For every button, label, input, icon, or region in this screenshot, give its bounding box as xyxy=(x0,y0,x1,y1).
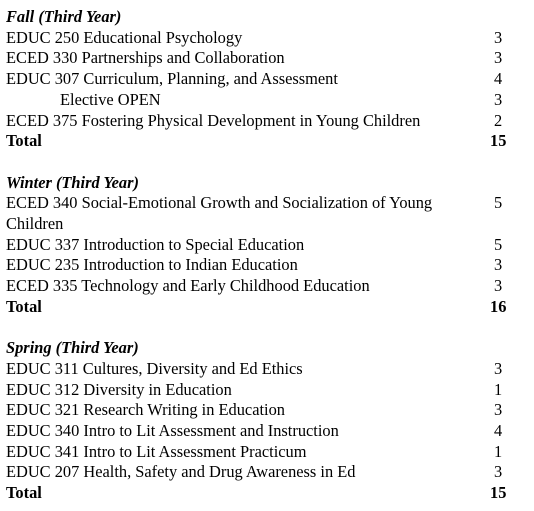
course-credits: 3 xyxy=(494,400,503,420)
term-heading: Fall (Third Year) xyxy=(6,7,122,26)
course-name: EDUC 340 Intro to Lit Assessment and Instruction xyxy=(6,421,339,441)
course-row xyxy=(6,28,511,49)
course-credits: 3 xyxy=(494,276,503,296)
course-row xyxy=(6,421,511,442)
course-credits: 2 xyxy=(494,110,503,130)
term-total-row xyxy=(6,297,511,318)
term-winter xyxy=(6,173,534,318)
term-total-row xyxy=(6,483,511,504)
term-total-row xyxy=(6,131,511,152)
course-row xyxy=(6,380,511,401)
course-name: EDUC 337 Introduction to Special Education xyxy=(6,234,305,254)
course-name: Elective OPEN xyxy=(60,89,161,109)
course-credits: 5 xyxy=(494,234,503,254)
course-credits: 3 xyxy=(494,255,503,275)
course-name: EDUC 311 Cultures, Diversity and Ed Ethics xyxy=(6,358,303,378)
course-credits: 4 xyxy=(494,69,503,89)
course-name: EDUC 312 Diversity in Education xyxy=(6,379,232,399)
course-row xyxy=(6,255,511,276)
term-fall xyxy=(6,7,534,152)
course-row xyxy=(6,359,511,380)
course-name: EDUC 235 Introduction to Indian Education xyxy=(6,255,298,275)
course-name: EDUC 250 Educational Psychology xyxy=(6,27,243,47)
course-name: ECED 335 Technology and Early Childhood Education xyxy=(6,276,370,296)
course-row xyxy=(6,193,511,234)
total-label: Total xyxy=(6,296,42,316)
total-credits: 15 xyxy=(490,131,507,151)
course-credits: 3 xyxy=(494,358,503,378)
course-credits: 4 xyxy=(494,421,503,441)
course-name: ECED 330 Partnerships and Collaboration xyxy=(6,48,285,68)
course-name: EDUC 341 Intro to Lit Assessment Practicum xyxy=(6,441,307,461)
term-heading: Spring (Third Year) xyxy=(6,338,139,358)
course-row xyxy=(6,90,511,111)
term-heading: Winter (Third Year) xyxy=(6,172,139,192)
total-credits: 15 xyxy=(490,483,507,503)
course-row xyxy=(6,442,511,463)
course-name: ECED 375 Fostering Physical Development in Young Children xyxy=(6,110,421,130)
course-credits: 1 xyxy=(494,379,503,399)
course-row xyxy=(6,276,511,297)
course-name: EDUC 207 Health, Safety and Drug Awareness in Ed xyxy=(6,462,356,482)
course-row xyxy=(6,111,511,132)
course-credits: 3 xyxy=(494,89,503,109)
course-credits: 5 xyxy=(494,193,503,213)
course-row xyxy=(6,462,511,483)
term-spring xyxy=(6,338,534,504)
course-credits: 3 xyxy=(494,462,503,482)
course-name: EDUC 321 Research Writing in Education xyxy=(6,400,285,420)
course-credits: 3 xyxy=(494,48,503,68)
total-credits: 16 xyxy=(490,296,507,316)
course-row xyxy=(6,48,511,69)
course-row xyxy=(6,69,511,90)
total-label: Total xyxy=(6,131,42,151)
total-label: Total xyxy=(6,483,42,503)
course-credits: 3 xyxy=(494,27,503,47)
course-row xyxy=(6,400,511,421)
course-name: ECED 340 Social-Emotional Growth and Socialization of Young Children xyxy=(6,193,433,234)
course-row xyxy=(6,235,511,256)
course-credits: 1 xyxy=(494,441,503,461)
course-name: EDUC 307 Curriculum, Planning, and Assessment xyxy=(6,69,338,89)
